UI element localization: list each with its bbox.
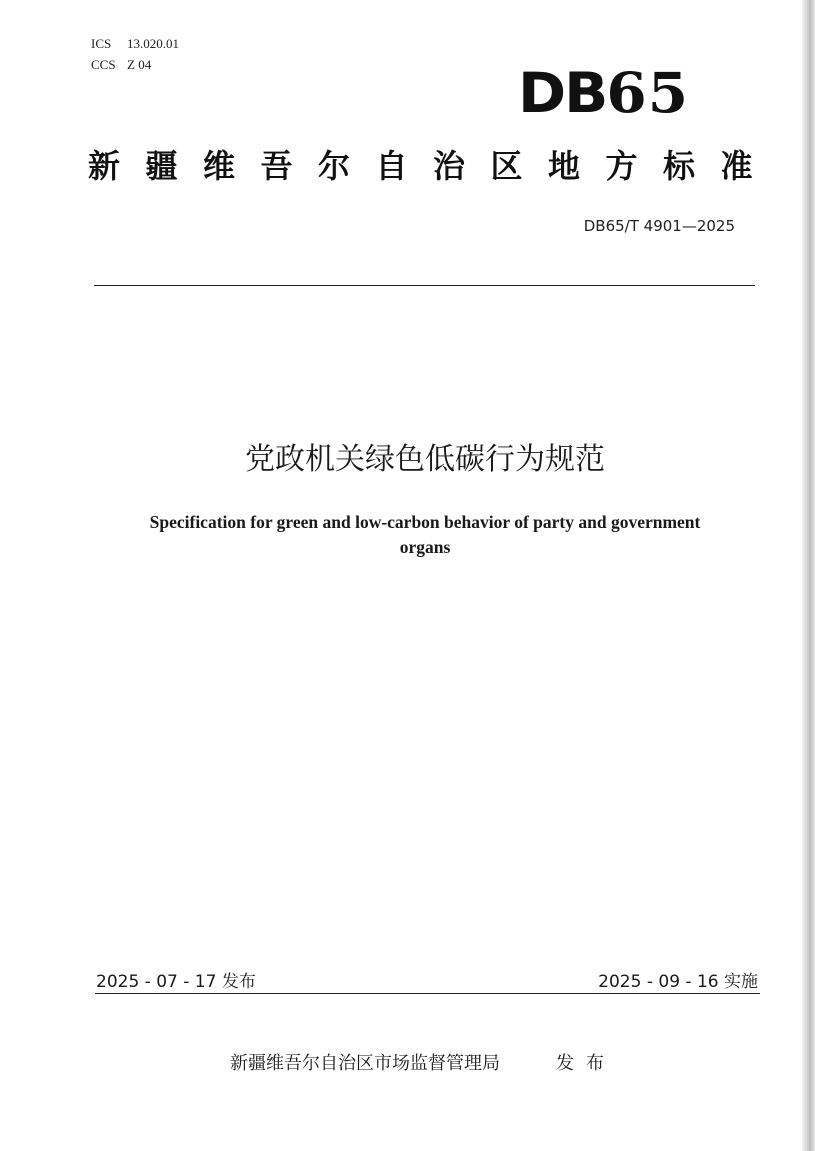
ccs-code	[91, 54, 179, 75]
logo-db: DB	[518, 60, 607, 126]
scan-edge	[802, 0, 815, 1151]
issue-label: 发布	[556, 1053, 616, 1074]
en-title-line-1: Specification for green and low-carbon behavior of party and government	[149, 512, 701, 532]
en-title-line-2: organs	[399, 537, 451, 557]
bottom-divider	[95, 993, 760, 994]
ics-value: 13.020.01	[127, 36, 179, 51]
ics-code	[91, 33, 179, 54]
ccs-label: CCS	[91, 57, 116, 72]
document-title-en	[110, 510, 740, 560]
ics-label: ICS	[91, 36, 112, 51]
region-standard-title: 新疆维吾尔自治区地方标准	[88, 147, 779, 185]
standard-number: DB65/T 4901—2025	[583, 217, 735, 235]
top-divider	[94, 285, 755, 286]
ccs-value: Z 04	[127, 57, 152, 72]
logo-number: 65	[606, 60, 690, 126]
document-title-zh: 党政机关绿色低碳行为规范	[245, 442, 605, 477]
issuing-authority: 新疆维吾尔自治区市场监督管理局	[230, 1053, 500, 1074]
classification-codes	[91, 33, 179, 75]
db65-logo	[518, 60, 690, 126]
implementation-date: 2025 - 09 - 16 实施	[598, 972, 758, 992]
release-date: 2025 - 07 - 17 发布	[96, 972, 256, 992]
